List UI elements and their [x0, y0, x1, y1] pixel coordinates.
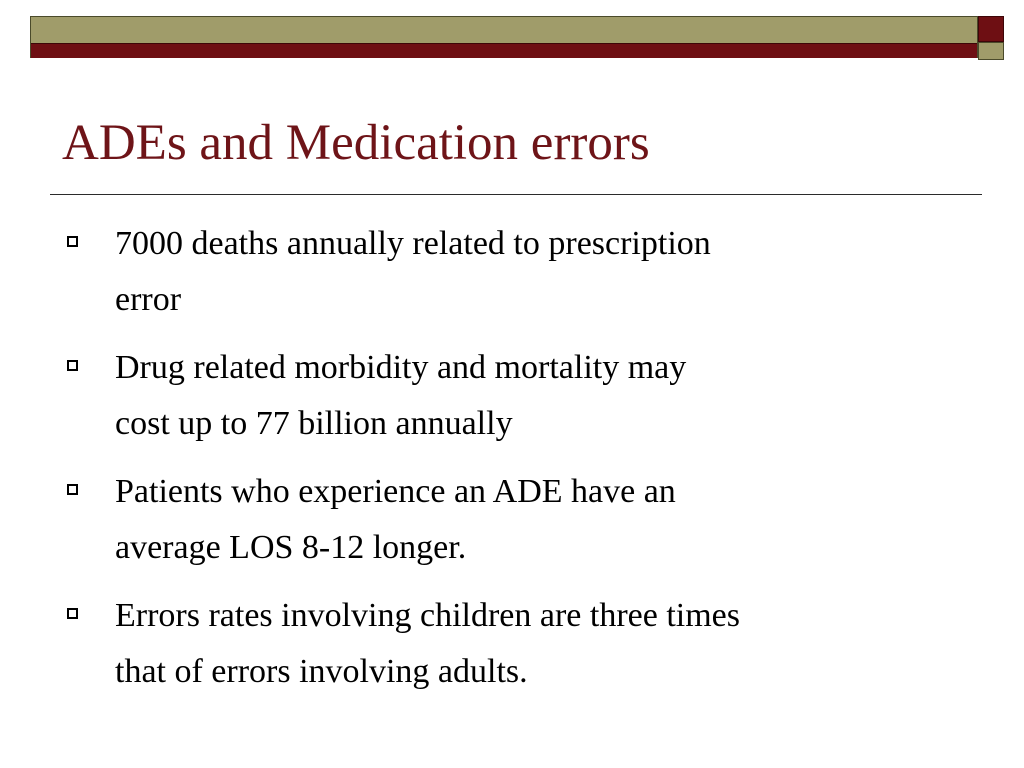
corner-maroon-square [978, 16, 1004, 42]
banner-maroon-stripe [31, 43, 977, 58]
bullet-item [62, 216, 962, 328]
corner-olive-square [978, 42, 1004, 60]
title-divider [50, 194, 982, 195]
slide-title: ADEs and Medication errors [62, 115, 650, 171]
header-banner [30, 16, 978, 58]
bullet-text: Errors rates involving children are three times that of errors involving adults. [115, 597, 740, 690]
bullet-list [62, 216, 962, 712]
hollow-square-bullet-icon [67, 484, 78, 495]
bullet-text: Drug related morbidity and mortality may cost up to 77 billion annually [115, 349, 687, 442]
bullet-text: Patients who experience an ADE have an average LOS 8-12 longer. [115, 473, 676, 566]
hollow-square-bullet-icon [67, 236, 78, 247]
hollow-square-bullet-icon [67, 360, 78, 371]
bullet-item [62, 588, 962, 700]
banner-olive-stripe [31, 17, 977, 43]
bullet-text: 7000 deaths annually related to prescription error [115, 225, 711, 318]
bullet-item [62, 340, 962, 452]
bullet-item [62, 464, 962, 576]
hollow-square-bullet-icon [67, 608, 78, 619]
